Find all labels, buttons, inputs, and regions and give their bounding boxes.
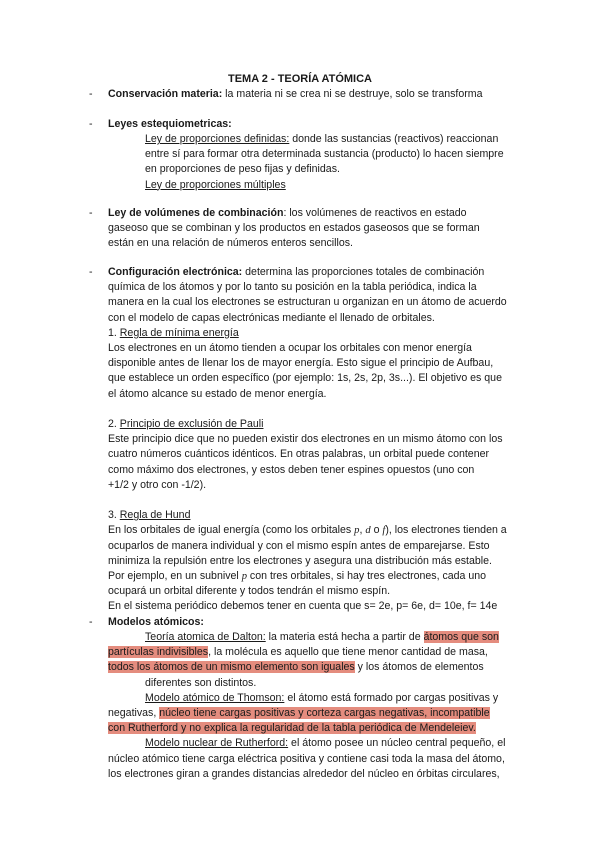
- rule-text: Por ejemplo, en un subnivel: [108, 570, 242, 583]
- rule-number: 2.: [108, 418, 120, 431]
- section-text: determina las proporciones totales de combinación: [242, 266, 485, 278]
- law-multiple: [145, 178, 525, 193]
- rule-heading: [108, 326, 538, 341]
- highlighted-text: partículas indivisibles: [108, 646, 209, 659]
- model-text-line: [108, 721, 528, 736]
- rule-number: 3.: [108, 509, 120, 522]
- rule-title: Principio de exclusión de Pauli: [119, 418, 264, 431]
- rule-text-line: Este principio dice que no pueden existir dos electrones en un mismo átomo con los: [108, 433, 503, 446]
- rule-text-line: +1/2 y otro con -1/2).: [108, 478, 207, 491]
- rule-text-line: cuatro números cuánticos idénticos. En otras palabras, un orbital puede contener: [108, 448, 490, 461]
- model-title: Modelo nuclear de Rutherford:: [145, 737, 289, 750]
- highlighted-text: con Rutherford y no explica la regularidad de la tabla periódica de Mendeleiev.: [108, 722, 476, 735]
- section-volumes: [108, 206, 528, 252]
- highlighted-text: átomos que son: [423, 631, 499, 643]
- rule-heading: [108, 508, 538, 523]
- model-thomson: [108, 691, 528, 706]
- orbital-symbol: p: [354, 525, 360, 537]
- model-rutherford: [108, 736, 528, 751]
- rule-text: con tres orbitales, si hay tres electrones, cada uno: [246, 570, 487, 583]
- rule-text-line: [108, 523, 538, 538]
- section-text-line: con el modelo de capas electrónicas mediante el llenado de orbitales.: [108, 311, 435, 324]
- model-text-line: [108, 706, 528, 721]
- orbital-symbol: f: [382, 525, 386, 537]
- rule-title: Regla de mínima energía: [119, 326, 239, 339]
- section-heading: Ley de volúmenes de combinación: [108, 207, 284, 219]
- rule-number: 1.: [108, 326, 120, 339]
- rule-title: Regla de Hund: [119, 509, 191, 522]
- stoich-laws: [145, 132, 525, 193]
- rule-text-line: Los electrones en un átomo tienden a ocupar los orbitales con menor energía: [108, 342, 472, 355]
- section-heading: [108, 615, 204, 630]
- section-heading-text: Leyes estequiometricas:: [108, 118, 232, 130]
- rule-text-line: minimiza la repulsión entre los electrones y asegura una distribución más estable.: [108, 554, 492, 567]
- rule-text: ), los electrones tienden a: [385, 524, 507, 537]
- atomic-models: [108, 630, 528, 782]
- bullet-dash: -: [89, 207, 93, 219]
- model-text: el átomo está formado por cargas positivas y: [284, 691, 499, 704]
- rule-text-line: como máximo dos electrones, y estos deben tener espines opuestos (uno con: [108, 463, 475, 476]
- section-electron-config: [108, 265, 538, 615]
- law-text-line: en proporciones de peso fijas y definidas.: [145, 163, 340, 176]
- law-title: Ley de proporciones múltiples: [145, 178, 286, 191]
- section-conservation: [108, 87, 483, 102]
- model-text-line: diferentes son distintos.: [145, 676, 257, 689]
- rule-text-line: ocuparlos de manera individual y con el mismo espín antes de emparejarse. Esto: [108, 539, 490, 552]
- model-text: , la molécula es aquello que tiene menor cantidad de masa,: [208, 646, 488, 659]
- section-heading-text: Modelos atómicos:: [108, 616, 204, 628]
- section-text-line: manera en la cual los electrones se estructuran u organizan en un átomo de acuerdo: [108, 296, 507, 309]
- model-text-line: [108, 645, 528, 660]
- section-text: : los volúmenes de reactivos en estado: [283, 207, 467, 219]
- law-text-line: entre sí para formar otra determinada sustancia (producto) lo hacen siempre: [145, 148, 504, 161]
- rule-heading: [108, 417, 538, 432]
- section-text: la materia ni se crea ni se destruye, solo se transforma: [222, 88, 483, 100]
- section-text-line: están en una relación de números enteros sencillos.: [108, 237, 353, 250]
- orbital-symbol: d: [365, 525, 371, 537]
- model-text-line: [108, 660, 528, 675]
- model-text-line: núcleo atómico tiene carga eléctrica positiva y contiene casi toda la masa del átomo,: [108, 752, 505, 765]
- model-text: la materia está hecha a partir de: [265, 631, 424, 643]
- rule-text-line: el átomo alcance su estado de menor energía.: [108, 387, 327, 400]
- orbital-symbol: p: [241, 571, 247, 583]
- bullet-dash: -: [89, 118, 93, 130]
- model-title: Teoría atomica de Dalton:: [145, 631, 266, 643]
- rule-text: ,: [359, 524, 366, 537]
- section-text-line: química de los átomos y por lo tanto su posición en la tabla periódica, indica la: [108, 281, 477, 294]
- section-text-line: gaseoso que se combinan y los productos en estados gaseosos que se forman: [108, 222, 480, 235]
- section-heading: [108, 117, 232, 132]
- rule-text: En los orbitales de igual energía (como los orbitales: [108, 524, 355, 537]
- law-definite: [145, 132, 525, 147]
- highlighted-text: todos los átomos de un mismo elemento son iguales: [108, 661, 355, 674]
- law-title: Ley de proporciones definidas:: [145, 133, 290, 145]
- rule-text-line: ocupará un orbital diferente y todos tendrán el mismo espín.: [108, 585, 391, 598]
- rule-text-line: En el sistema periódico debemos tener en cuenta que s= 2e, p= 6e, d= 10e, f= 14e: [108, 600, 498, 613]
- law-text: donde las sustancias (reactivos) reaccionan: [289, 133, 499, 145]
- bullet-dash: -: [89, 88, 93, 100]
- rule-text-line: disponible antes de llenar los de mayor energía. Esto sigue el principio de Aufbau,: [108, 357, 494, 370]
- rule-text-line: que establece un orden específico (por ejemplo: 1s, 2s, 2p, 3s...). El objetivo es que: [108, 372, 502, 385]
- section-heading: Conservación materia:: [108, 88, 223, 100]
- model-dalton: [108, 630, 528, 645]
- rule-text: o: [370, 524, 383, 537]
- section-heading: Configuración electrónica:: [108, 266, 243, 278]
- bullet-dash: -: [89, 616, 93, 628]
- page-title: TEMA 2 - TEORÍA ATÓMICA: [227, 73, 372, 85]
- highlighted-text: núcleo tiene cargas positivas y corteza cargas negativas, incompatible: [159, 707, 490, 720]
- model-title: Modelo atómico de Thomson:: [145, 691, 285, 704]
- model-text-line: los electrones giran a grandes distancias alrededor del núcleo en órbitas circulares,: [108, 767, 500, 780]
- model-text: el átomo posee un núcleo central pequeño, el: [288, 737, 506, 750]
- model-text: y los átomos de elementos: [354, 661, 484, 674]
- model-text: negativas,: [108, 707, 160, 720]
- rule-text-line: [108, 569, 538, 584]
- bullet-dash: -: [89, 266, 93, 278]
